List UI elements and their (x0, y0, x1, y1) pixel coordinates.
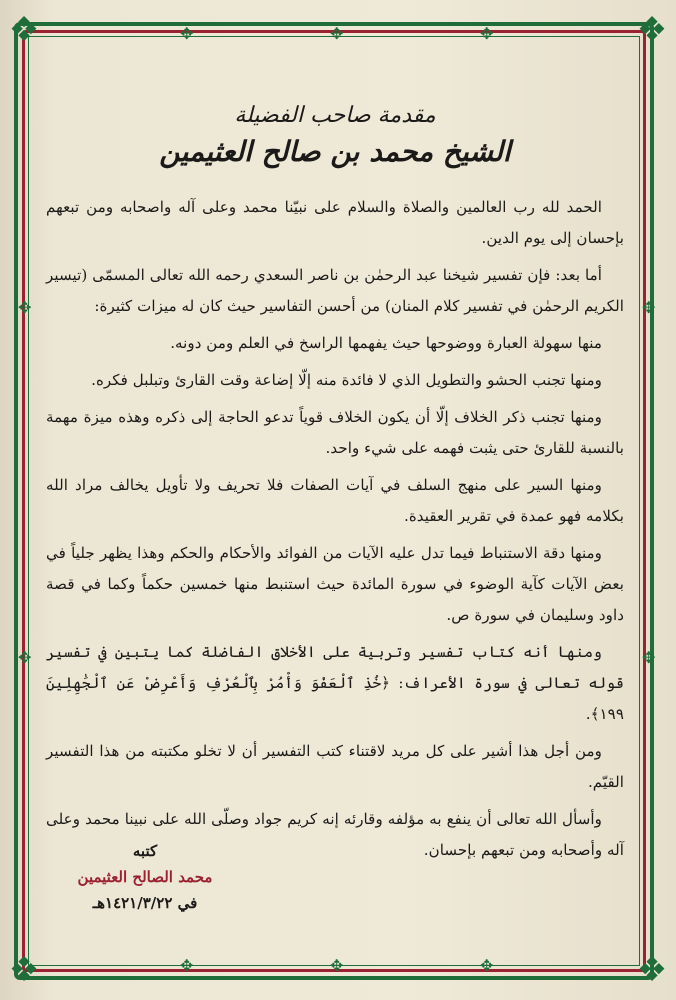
preface-heading (46, 100, 624, 172)
paragraph: ومنها تجنب ذكر الخلاف إلّا أن يكون الخلاف قوياً تدعو الحاجة إلى ذكره وهذه ميزة مهمة بالنسبة للقارئ حتى يثبت فهمه على شيء واحد. (46, 408, 624, 457)
knot-ornament-icon: ✥ (180, 956, 194, 975)
knot-ornament-icon: ✥ (180, 24, 194, 43)
knot-ornament-icon: ✥ (330, 24, 344, 43)
corner-ornament-icon: ❖ (8, 10, 40, 50)
knot-ornament-icon: ✥ (18, 298, 32, 317)
knot-ornament-icon: ✥ (18, 648, 32, 667)
signature-label: كتبه (132, 842, 158, 860)
signature-block (60, 838, 230, 916)
signature-name: محمد الصالح العثيمين (77, 868, 213, 886)
paragraph: ومن أجل هذا أشير على كل مريد لاقتناء كتب التفسير أن لا تخلو مكتبته من هذا التفسير القيّم. (46, 742, 624, 791)
knot-ornament-icon: ✥ (330, 956, 344, 975)
paragraph: ومنها دقة الاستنباط فيما تدل عليه الآيات من الفوائد والأحكام والحكم وهذا يظهر جلياً في بعض الآيات كآية الوضوء في سورة المائدة حيث استنبط منها خمسين حكماً وكما في قصة داود وسليمان في سورة ص. (46, 544, 624, 624)
paragraph: وأسأل الله تعالى أن ينفع به مؤلفه وقارئه إنه كريم جواد وصلّى الله على نبينا محمد وعلى آله وأصحابه ومن تبعهم بإحسان. (46, 810, 624, 859)
knot-ornament-icon: ✥ (642, 298, 656, 317)
paragraph: منها سهولة العبارة ووضوحها حيث يفهمها الراسخ في العلم ومن دونه. (170, 334, 602, 352)
heading-author: الشيخ محمد بن صالح العثيمين (159, 135, 511, 168)
knot-ornament-icon: ✥ (642, 648, 656, 667)
preface-body (46, 100, 624, 872)
signature-date: في ١٤٢١/٣/٢٢هـ (92, 894, 198, 912)
paragraph: ومنها تجنب الحشو والتطويل الذي لا فائدة منه إلّا إضاعة وقت القارئ وتبلبل فكره. (91, 371, 602, 389)
paragraph: الحمد لله رب العالمين والصلاة والسلام على نبيّنا محمد وعلى آله واصحابه ومن تبعهم بإحسان إلى يوم الدين. (46, 198, 624, 247)
corner-ornament-icon: ❖ (8, 950, 40, 990)
corner-ornament-icon: ❖ (636, 10, 668, 50)
paragraph: ومنها السير على منهج السلف في آيات الصفات فلا تحريف ولا تأويل يخالف مراد الله بكلامه فهو عمدة في تقرير العقيدة. (46, 476, 624, 525)
paragraph: أما بعد: فإن تفسير شيخنا عبد الرحمٰن بن ناصر السعدي رحمه الله تعالى المسمّى (تيسير الكريم الرحمٰن في تفسير كلام المنان) من أحسن التفاسير حيث كان له ميزات كثيرة: (46, 266, 624, 315)
knot-ornament-icon: ✥ (480, 24, 494, 43)
heading-title: مقدمة صاحب الفضيلة (234, 103, 436, 128)
knot-ornament-icon: ✥ (480, 956, 494, 975)
paragraph: ومنها أنه كتاب تفسير وتربية على الأخلاق الفاضلة كما يتبين في تفسير قوله تعالى في سورة الأعراف: ﴿خُذِ ٱلْعَفْوَ وَأْمُرْ بِٱلْعُرْفِ وَأَعْرِضْ عَنِ ٱلْجَٰهِلِينَ ١٩٩﴾. (46, 643, 624, 723)
corner-ornament-icon: ❖ (636, 950, 668, 990)
